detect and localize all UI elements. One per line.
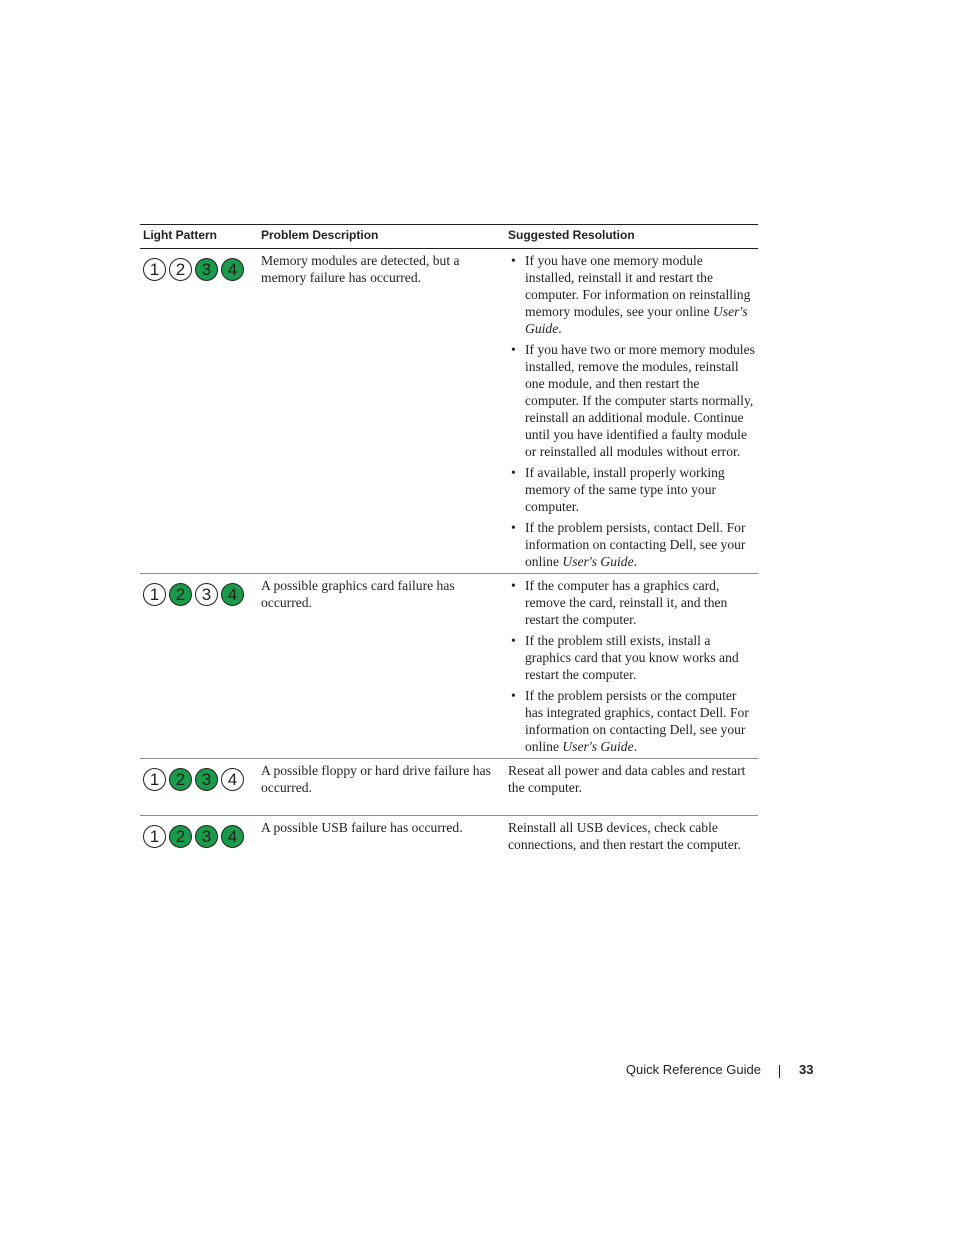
resolution-list bbox=[508, 577, 755, 755]
diagnostic-light-icon: 3 bbox=[195, 768, 218, 791]
footer-title: Quick Reference Guide bbox=[625, 1062, 761, 1077]
diagnostic-light-icon: 4 bbox=[221, 583, 244, 606]
list-item: • If you have two or more memory modules installed, remove the modules, reinstall one module, and then restart the computer. If the computer starts normally, reinstall an additional module. Continue until you have identified a faulty module or reinstalled all modules without error. bbox=[511, 342, 755, 459]
footer-divider bbox=[779, 1065, 780, 1078]
problem-description: Memory modules are detected, but a memory failure has occurred. bbox=[258, 249, 505, 574]
light-pattern-cell bbox=[140, 574, 258, 759]
diagnostic-light-icon: 1 bbox=[143, 825, 166, 848]
diagnostic-light-icon: 4 bbox=[221, 825, 244, 848]
diagnostic-light-icon: 2 bbox=[169, 258, 192, 281]
header-problem-description: Problem Description bbox=[258, 225, 505, 249]
problem-description: A possible USB failure has occurred. bbox=[261, 820, 463, 835]
suggested-resolution bbox=[505, 249, 758, 574]
list-item: • If the problem persists or the computer has integrated graphics, contact Dell. For information on contacting Dell, see your online User's Guide. bbox=[511, 688, 749, 754]
light-pattern-cell bbox=[140, 249, 258, 574]
diagnostic-light-icon: 1 bbox=[143, 258, 166, 281]
diagnostic-lights bbox=[143, 762, 255, 791]
suggested-resolution: Reseat all power and data cables and restart the computer. bbox=[505, 759, 758, 816]
light-pattern-table bbox=[140, 224, 758, 856]
resolution-list bbox=[508, 252, 755, 570]
diagnostic-lights bbox=[143, 819, 255, 848]
table-row bbox=[140, 249, 758, 574]
diagnostic-light-icon: 3 bbox=[195, 825, 218, 848]
diagnostic-light-icon: 3 bbox=[195, 258, 218, 281]
page-number: 33 bbox=[799, 1062, 814, 1077]
table-row bbox=[140, 574, 758, 759]
problem-description: A possible floppy or hard drive failure has occurred. bbox=[258, 759, 505, 816]
header-light-pattern: Light Pattern bbox=[140, 225, 258, 249]
page-footer bbox=[0, 1062, 954, 1082]
header-suggested-resolution: Suggested Resolution bbox=[505, 225, 758, 249]
diagnostic-light-icon: 2 bbox=[169, 825, 192, 848]
diagnostic-lights bbox=[143, 577, 255, 606]
list-item: • If available, install properly working memory of the same type into your computer. bbox=[511, 465, 725, 514]
list-item: • If the problem persists, contact Dell. For information on contacting Dell, see your online User's Guide. bbox=[511, 520, 746, 569]
diagnostic-light-icon: 1 bbox=[143, 768, 166, 791]
diagnostic-lights bbox=[143, 252, 255, 281]
suggested-resolution: Reinstall all USB devices, check cable connections, and then restart the computer. bbox=[508, 820, 741, 852]
table-row bbox=[140, 759, 758, 816]
light-pattern-cell bbox=[140, 759, 258, 816]
diagnostic-light-icon: 2 bbox=[169, 768, 192, 791]
list-item: • If the problem still exists, install a graphics card that you know works and restart the computer. bbox=[511, 633, 739, 682]
light-pattern-cell bbox=[140, 816, 258, 857]
suggested-resolution bbox=[505, 574, 758, 759]
diagnostic-light-icon: 4 bbox=[221, 258, 244, 281]
table-row bbox=[140, 816, 758, 857]
diagnostic-light-icon: 4 bbox=[221, 768, 244, 791]
diagnostic-light-icon: 2 bbox=[169, 583, 192, 606]
table-header-row bbox=[140, 225, 758, 249]
diagnostic-light-icon: 3 bbox=[195, 583, 218, 606]
list-item: • If you have one memory module installed, reinstall it and restart the computer. For information on reinstalling memory modules, see your online User's Guide. bbox=[511, 253, 751, 336]
diagnostic-light-icon: 1 bbox=[143, 583, 166, 606]
list-item: • If the computer has a graphics card, remove the card, reinstall it, and then restart the computer. bbox=[511, 578, 728, 627]
problem-description: A possible graphics card failure has occurred. bbox=[258, 574, 505, 759]
